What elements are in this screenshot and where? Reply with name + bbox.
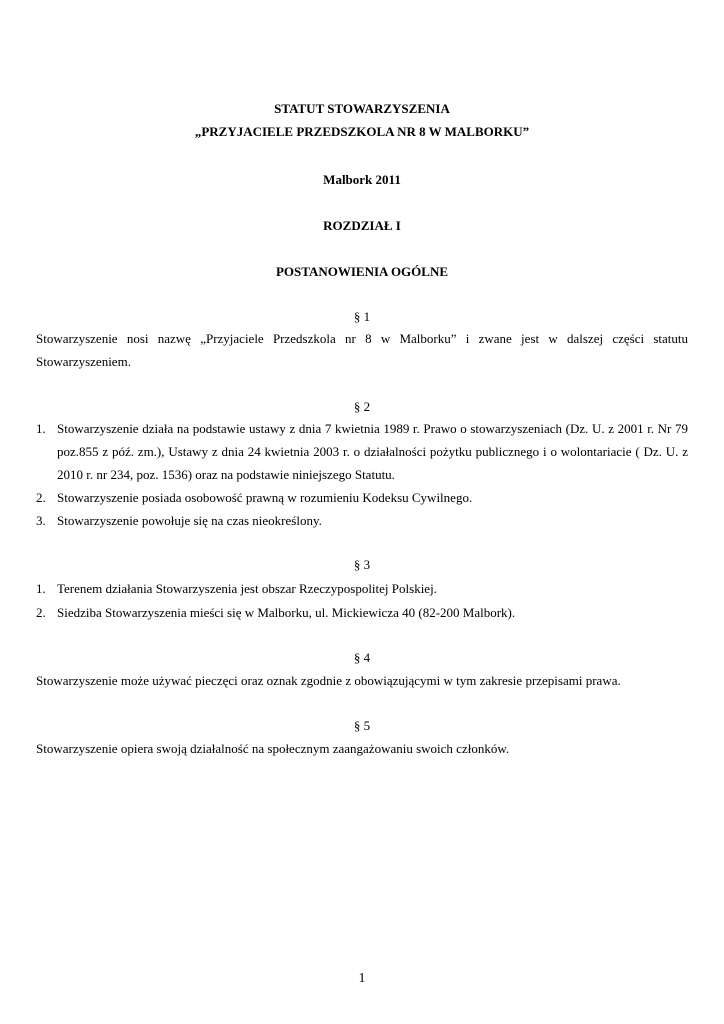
item-number: 1. <box>36 421 46 436</box>
item-text: Terenem działania Stowarzyszenia jest obszar Rzeczypospolitej Polskiej. <box>57 581 437 596</box>
section-2-item-1 <box>36 417 688 486</box>
item-number: 2. <box>36 605 46 620</box>
section-4-text: Stowarzyszenie może używać pieczęci oraz oznak zgodnie z obowiązującymi w tym zakresie przepisami prawa. <box>36 673 621 688</box>
item-number: 2. <box>36 490 46 505</box>
item-text: Stowarzyszenie posiada osobowość prawną w rozumieniu Kodeksu Cywilnego. <box>57 490 473 505</box>
item-text: Siedziba Stowarzyszenia mieści się w Malborku, ul. Mickiewicza 40 (82-200 Malbork). <box>57 605 516 620</box>
item-number: 1. <box>36 581 46 596</box>
item-text: Stowarzyszenie działa na podstawie ustawy z dnia 7 kwietnia 1989 r. Prawo o stowarzyszeniach (Dz. U. z 2001 r. Nr 79 poz.855 z póź. zm.), Ustawy z dnia 24 kwietnia 2003 r. o działalności pożytku publicznego i o wolontariacie ( Dz. U. z 2010 r. nr 234, poz. 1536) oraz na podstawie niniejszego Statutu. <box>57 421 688 482</box>
section-3-item-1 <box>36 577 688 600</box>
title-line-1: STATUT STOWARZYSZENIA <box>274 101 450 116</box>
section-4-heading: § 4 <box>353 650 371 665</box>
chapter-heading: ROZDZIAŁ I <box>323 218 401 233</box>
section-2-item-3 <box>36 509 688 532</box>
section-3-heading: § 3 <box>353 557 371 572</box>
item-text: Stowarzyszenie powołuje się na czas nieokreślony. <box>57 513 322 528</box>
chapter-title: POSTANOWIENIA OGÓLNE <box>275 264 449 279</box>
section-2-heading: § 2 <box>353 399 371 414</box>
title-line-2: „PRZYJACIELE PRZEDSZKOLA NR 8 W MALBORKU” <box>194 124 530 139</box>
section-5-heading: § 5 <box>353 718 371 733</box>
page-number: 1 <box>358 971 366 986</box>
section-3-item-2 <box>36 601 688 624</box>
section-2-item-2 <box>36 486 688 509</box>
section-1-heading: § 1 <box>353 309 371 324</box>
section-5-text: Stowarzyszenie opiera swoją działalność na społecznym zaangażowaniu swoich członków. <box>36 741 510 756</box>
section-1-text: Stowarzyszenie nosi nazwę „Przyjaciele Przedszkola nr 8 w Malborku” i zwane jest w dalszej części statutu Stowarzyszeniem. <box>36 331 688 369</box>
item-number: 3. <box>36 513 46 528</box>
place-year: Malbork 2011 <box>323 172 401 187</box>
